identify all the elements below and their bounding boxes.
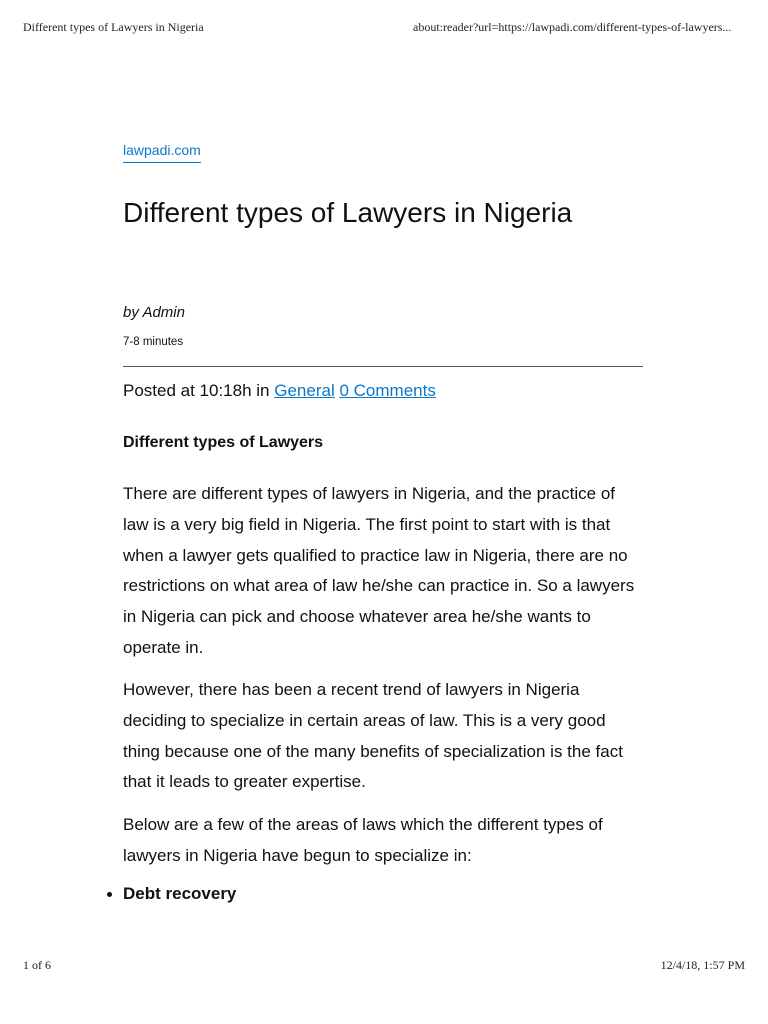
source-domain-link[interactable]: lawpadi.com [123, 142, 201, 163]
header-divider [123, 366, 643, 367]
article-byline: by Admin [123, 304, 185, 321]
posted-at-text: Posted at 10:18h in [123, 381, 270, 400]
reading-time: 7-8 minutes [123, 336, 184, 348]
paragraph-1: There are different types of lawyers in Nigeria, and the practice of law is a very big field in Nigeria. The first point to start with is that when a lawyer gets qualified to practice law in Nigeria, there are no restrictions on what area of law he/she can practice in. So a lawyers in Nigeria can pick and choose whatever area he/she wants to operate in. [123, 484, 635, 657]
comments-link[interactable]: 0 Comments [339, 381, 436, 400]
print-timestamp: 12/4/18, 1:57 PM [660, 958, 745, 972]
bullet-dot-icon [107, 892, 112, 897]
page-number: 1 of 6 [23, 958, 51, 972]
paragraph-3: Below are a few of the areas of laws which the different types of lawyers in Nigeria have begun to specialize in: [123, 815, 603, 865]
areas-list [123, 880, 236, 908]
print-header-title: Different types of Lawyers in Nigeria [23, 20, 204, 34]
print-header-url: about:reader?url=https://lawpadi.com/different-types-of-lawyers... [413, 20, 732, 34]
category-link-general[interactable]: General [274, 381, 335, 400]
list-item [123, 880, 236, 908]
post-meta [123, 380, 436, 402]
section-heading: Different types of Lawyers [123, 434, 324, 451]
list-item-label: Debt recovery [123, 884, 237, 903]
article-title: Different types of Lawyers in Nigeria [123, 197, 573, 228]
paragraph-2: However, there has been a recent trend of lawyers in Nigeria deciding to specialize in certain areas of law. This is a very good thing because one of the many benefits of specialization is the fact that it leads to greater expertise. [123, 680, 623, 792]
